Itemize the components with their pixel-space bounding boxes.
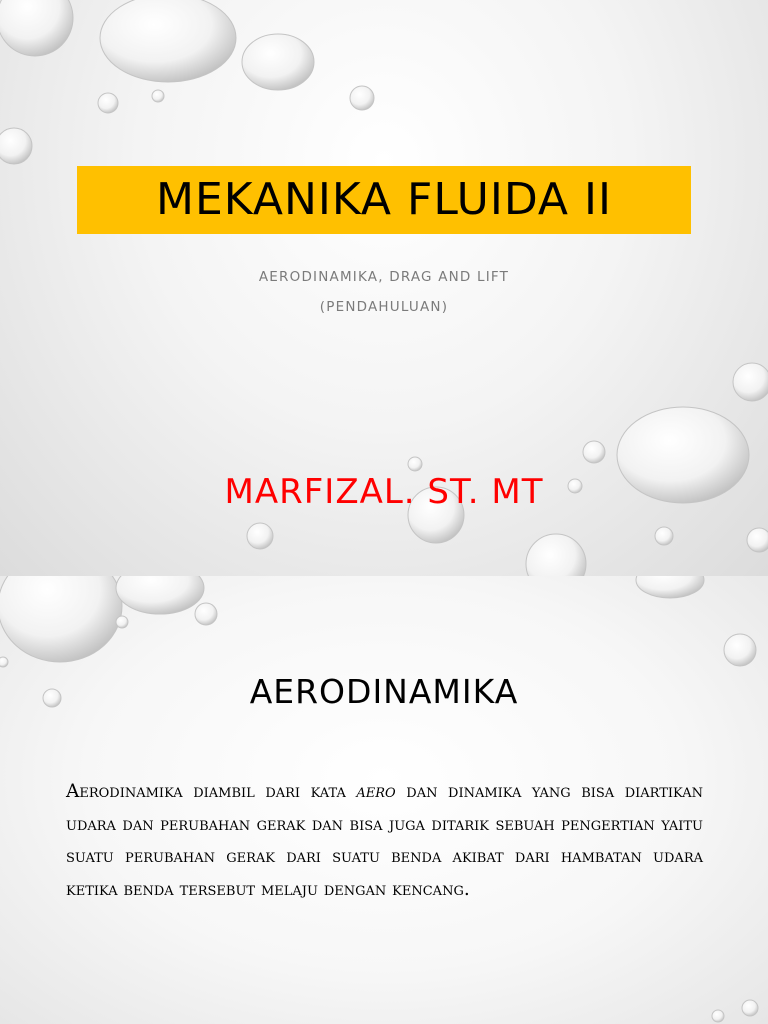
body-text-part-2: dan dinamika yang bisa diartikan udara dan perubahan gerak dan bisa juga ditarik sebuah pengertian yaitu suatu perubahan gerak dari suatu benda akibat dari hambatan udara ketika benda tersebut melaju dengan kencang. bbox=[66, 781, 703, 900]
slide-title: MEKANIKA FLUIDA II bbox=[156, 174, 612, 225]
subtitle-line-2: (PENDAHULUAN) bbox=[319, 299, 449, 315]
content-slide bbox=[0, 576, 768, 1024]
author-name: MARFIZAL. ST. MT bbox=[224, 472, 544, 512]
body-text-part-1: Aerodinamika diambil dari kata bbox=[66, 781, 357, 802]
body-paragraph bbox=[66, 776, 703, 906]
body-text-emphasis: aero bbox=[356, 781, 396, 802]
section-title: AERODINAMIKA bbox=[249, 672, 519, 711]
subtitle-line-1: AERODINAMIKA, DRAG AND LIFT bbox=[258, 269, 510, 285]
